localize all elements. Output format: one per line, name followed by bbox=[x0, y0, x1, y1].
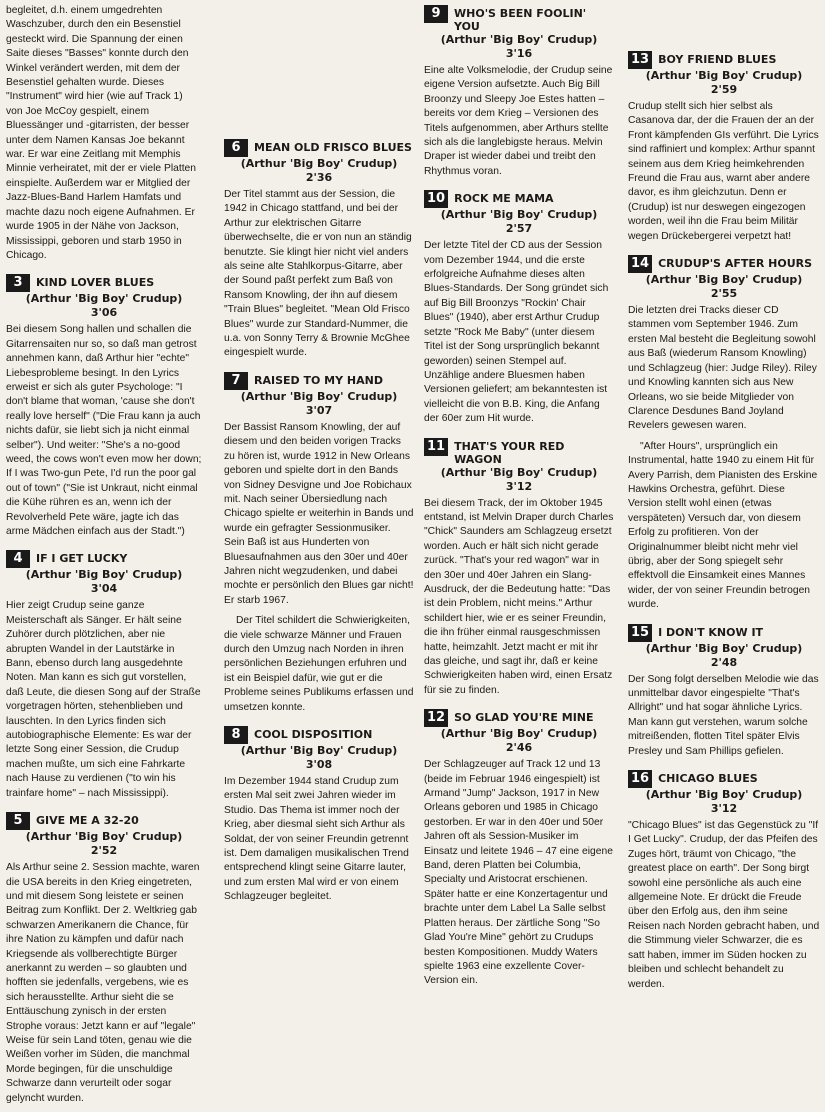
track-4 bbox=[6, 549, 202, 596]
track-title: CRUDUP'S AFTER HOURS bbox=[658, 257, 813, 271]
track-title: COOL DISPOSITION bbox=[254, 728, 373, 741]
track-13-text: Crudup stellt sich hier selbst als Casanova dar, der die Frauen der an der Front kämpfenden GIs verführt. Die Lyrics sind raffiniert und komplex: Arthur spannt seinem aus dem Krieg heimkehrenden Freund die Frau aus, warnt aber andere davor, es ihm gleichzutun. Denn er (Crudup) ist nur deswegen eingezogen worden, weil ihn die Frau beim Militär wegen Drückebergerei verpetzt hat! bbox=[628, 101, 819, 242]
track-number-badge: 9 bbox=[424, 5, 448, 23]
track-title: MEAN OLD FRISCO BLUES bbox=[254, 141, 412, 154]
track-duration: 3'12 bbox=[505, 479, 533, 493]
track-number-badge: 13 bbox=[628, 51, 652, 69]
track-14 bbox=[628, 254, 820, 301]
track-artist: (Arthur 'Big Boy' Crudup) bbox=[440, 727, 598, 741]
track-12-text: Der Schlagzeuger auf Track 12 und 13 (beide im Februar 1946 eingespielt) ist Armand "Jump" Jackson, 1917 in New Orleans geboren und 1985 in Chicago gestorben. Er war in den 40er und 50er Jahren oft als Session-Musiker im Einsatz und leitete 1946 – 47 eine eigene Band, deren Platten bei Columbia, Specialty und Aristocrat erschienen. Später hatte er eine Konzertagentur und brachte unter dem Label La Salle selbst Platten heraus. Der zärtliche Song "So Glad You're Mine" gehört zu Crudups besten Kompositionen. Muddy Waters spielte 1963 eine exzellente Cover-Version ein. bbox=[424, 759, 613, 987]
column-3 bbox=[424, 0, 614, 995]
track-number-badge: 10 bbox=[424, 190, 448, 208]
track-duration: 3'07 bbox=[305, 403, 333, 417]
track-duration: 2'55 bbox=[710, 287, 738, 301]
track-artist: (Arthur 'Big Boy' Crudup) bbox=[440, 465, 598, 479]
track-5-text: Als Arthur seine 2. Session machte, waren die USA bereits in den Krieg eingetreten, und mit diesem Song leistete er seinen Beitrag zum Konflikt. Der 2. Weltkrieg gab schwarzen Amerikanern die Chance, für ihre Nation zu kämpfen und dafür nach Kriegsende als vollberechtigte Bürger anerkannt zu werden – so glaubten und hofften sie jedenfalls, vergebens, wie es sich herausstellte. Arthur sieht die se Enttäuschung zynisch in der ersten Strophe voraus: Jetzt kann er auf "legale" Weise für sein Land töten, genau wie die Weißen vorher im Süden, die manchmal Morde begingen, für die unschuldige Schwarze dann verurteilt oder sogar gelyncht wurden. bbox=[6, 862, 200, 1104]
track-10 bbox=[424, 189, 614, 236]
track-number-badge: 7 bbox=[224, 372, 248, 390]
track-artist: (Arthur 'Big Boy' Crudup) bbox=[645, 69, 803, 82]
track-14-text-2: "After Hours", ursprünglich ein Instrumental, hatte 1940 zu einem Hit für Avery Parrish, dem Pianisten des Erskine Hawkins Orchestra, geführt. Diese Version stellt wohl einen (etwas verspäteten) Versuch dar, von diesem Erfolg zu profitieren. Von der Originalnummer bleibt nicht mehr viel übrig, aber der Song spiegelt sehr effektvoll die Einsamkeit eines Mannes wider, der von seiner Freundin betrogen wurde. bbox=[628, 440, 818, 611]
track-title: IF I GET LUCKY bbox=[36, 552, 128, 566]
track-artist: (Arthur 'Big Boy' Crudup) bbox=[25, 292, 183, 306]
track-9 bbox=[424, 4, 614, 61]
track-6 bbox=[224, 138, 414, 185]
track-artist: (Arthur 'Big Boy' Crudup) bbox=[240, 157, 398, 170]
track-11-text: Bei diesem Track, der im Oktober 1945 entstand, ist Melvin Draper durch Charles "Chick" Saunders am Schlagzeug ersetzt worden. Auch er hält sich nicht gerade zurück. "That's your red wagon" war in den 30er und 40er Jahren ein Slang-Ausdruck, der die Bedeutung hatte: "Das ist dein Problem, nicht meins." Arthur schildert hier, wie er es seiner Freundin, die ihn früher einmal rausgeschmissen hatte, heimzahlt. Jetzt macht er mit ihr das gleiche, und sagt ihr, daß er keine Schwierigkeiten haben wird, einen Ersatz für sie zu finden. bbox=[424, 497, 614, 696]
track-6-text: Der Titel stammt aus der Session, die 1942 in Chicago stattfand, und bei der Arthur zur elektrischen Gitarre überwechselte, die er von nun an ständig benutzte. Sie klingt hier nicht viel anders als seine alte Stahlkorpus-Gitarre, aber der Sound paßt perfekt zum Baß von Ransom Knowling, der ihn auf diesem "Train Blues" begleitet. "Mean Old Frisco Blues" wurde zur Standard-Nummer, die u.a. von Sonny Terry & Brownie McGhee eingespielt wurde. bbox=[224, 189, 412, 359]
track-3-text: Bei diesem Song hallen und schallen die Gitarrensaiten nur so, so daß man getrost annehmen kann, daß Arthur hier "echte" Liebesprobleme besingt. In den Lyrics erweist er sich als guter Psychologe: "I don't blame that woman, 'cause she don't really love herself" ("Die Frau kann ja auch nichts dafür, sie liebt sich ja nicht einmal selber"). Und weiter: "She's a no-good weed, the cows won't even mow her down; If I was Two-gun Pete, I'd run the poor gal out of town" ("Sie ist Unkraut, nicht einmal die Kühe rühren es an, wenn ich der Revolverheld Pete wäre, jagte ich das arme Mädchen einfach aus der Stadt.") bbox=[6, 324, 202, 537]
track-3 bbox=[6, 273, 202, 320]
track-5 bbox=[6, 811, 202, 858]
track-number-badge: 11 bbox=[424, 438, 448, 456]
track-duration: 2'48 bbox=[710, 655, 738, 669]
track-title: CHICAGO BLUES bbox=[658, 772, 758, 786]
track-duration: 3'06 bbox=[90, 306, 118, 320]
track-number-badge: 12 bbox=[424, 709, 448, 727]
track-artist: (Arthur 'Big Boy' Crudup) bbox=[25, 568, 183, 582]
track-title: WHO'S BEEN FOOLIN' YOU bbox=[454, 7, 587, 33]
track-8-text: Im Dezember 1944 stand Crudup zum ersten Mal seit zwei Jahren wieder im Studio. Das Thema ist immer noch der Krieg, aber diesmal sieht sich Arthur als Soldat, der von seiner Freundin getrennt ist. Dem damaligen musikalischen Trend entsprechend klingt seine Gitarre lauter, und zum ersten Mal wird er von einem Schlagzeuger begleitet. bbox=[224, 776, 409, 903]
track-title: SO GLAD YOU'RE MINE bbox=[454, 711, 594, 725]
track-artist: (Arthur 'Big Boy' Crudup) bbox=[240, 389, 398, 403]
track-artist: (Arthur 'Big Boy' Crudup) bbox=[440, 33, 598, 46]
track-number-badge: 16 bbox=[628, 770, 652, 788]
track-13 bbox=[628, 50, 820, 97]
track-title: I DON'T KNOW IT bbox=[658, 625, 764, 639]
track-14-text: Die letzten drei Tracks dieser CD stammen vom September 1946. Zum ersten Mal besteht die Begleitung sowohl aus Baß (wiederum Ransom Knowling) und Schlagzeug (hier: Judge Riley). Riley und Knowling kannten sich aus New Orleans, wo sie beide Mitglieder von Clarence Desdunes Band Joyland Revelers gewesen waren. bbox=[628, 305, 817, 432]
track-duration: 3'08 bbox=[305, 758, 333, 771]
track-12 bbox=[424, 708, 614, 755]
track-title: KIND LOVER BLUES bbox=[36, 276, 155, 290]
track-artist: (Arthur 'Big Boy' Crudup) bbox=[645, 788, 803, 802]
track-7-text: Der Bassist Ransom Knowling, der auf diesem und den beiden vorigen Tracks zu hören ist, wurde 1912 in New Orleans geboren und spielte dort in den Bands von Sidney Desvigne und Joe Robichaux mit. Nach seiner Übersiedlung nach Chicago spielte er weiterhin in Bands und wurde ein gefragter Sessionmusiker. Sein Baß ist aus Hunderten von Bluesaufnahmen aus den 30er und 40er Jahren nicht wegzudenken, und dabei mochte er persönlich den Blues gar nicht! Er starb 1967. bbox=[224, 421, 414, 606]
track-artist: (Arthur 'Big Boy' Crudup) bbox=[645, 641, 803, 655]
column-4 bbox=[628, 44, 820, 998]
track-title: ROCK ME MAMA bbox=[454, 192, 554, 206]
track-15 bbox=[628, 623, 820, 670]
intro-paragraph: begleitet, d.h. einem umgedrehten Waschzuber, durch den ein Besenstiel gesteckt wird. Die Spannung der einen Saite dieses "Basses" konnte durch den Winkel verändert werden, mit dem der Besenstiel gehalten wurde. Dieses "Instrument" wird hier (wie auf Track 1) von Joe McCoy gespielt, einem Bluessänger und -gitarristen, der besser unter dem Namen Kansas Joe bekannt war. Er war eine Zeitlang mit Memphis Minnie verheiratet, mit der er viele Platten einspielte. Außerdem war er Mitglied der Jazz-Blues-Band Harlem Hamfats und machte dazu noch eigene Aufnahmen. Er wurde 1905 in der Nähe von Jackson, Mississippi, geboren und starb 1950 in Chicago. bbox=[6, 5, 197, 261]
track-16-text: "Chicago Blues" ist das Gegenstück zu "If I Get Lucky". Crudup, der das Pfeifen des Zuges hört, träumt von Chicago, "the greatest place on earth". Der Song birgt sowohl eine persönliche als auch eine allgemeine Note. Er drückt die Freude über den Erfolg aus, den ihm seine Reisen nach Norden gebracht haben, und die Stimmung vieler Schwarzer, die es satt haben, immer im Süden hocken zu bleiben und schlecht behandelt zu werden. bbox=[628, 820, 820, 990]
track-artist: (Arthur 'Big Boy' Crudup) bbox=[645, 273, 803, 287]
track-number-badge: 3 bbox=[6, 274, 30, 292]
track-duration: 3'16 bbox=[505, 47, 533, 60]
track-10-text: Der letzte Titel der CD aus der Session vom Dezember 1944, und die erste erfolgreiche Aufnahme dieses alten Blues-Standards. Der Song gründet sich auf Big Bill Broonzys "Rockin' Chair Blues" (1940), aber erst Arthur Crudup setzte "Rock Me Baby" (unter diesem Titel ist der Song ursprünglich bekannt geworden) seinen Stempel auf. Unzählige andere Bluesmen haben Versionen geliefert; am bekanntesten ist vielleicht die von B.B. King, die Anfang der 60er zum Hit wurde. bbox=[424, 240, 609, 425]
track-number-badge: 4 bbox=[6, 550, 30, 568]
track-4-text: Hier zeigt Crudup seine ganze Meisterschaft als Sänger. Er hält seine Zuhörer durch plötzlichen, aber nie abrupten Wandel in der Lautstärke in Bann, ebenso durch lang ausgedehnte Noten. Man kann es sich gut vorstellen, daß Leute, die diesen Song auf der Straße vorgetragen hörten, stehenblieben und lauschten. In den Lyrics finden sich autobiographische Elemente: Es war der letzte Song einer Session, die Crudup machen mußte, um sich eine Fahrkarte nach Hause zu verdienen ("to win his trainfare home" – nach Mississippi). bbox=[6, 600, 201, 799]
track-duration: 2'52 bbox=[90, 844, 118, 858]
track-title: GIVE ME A 32-20 bbox=[36, 814, 139, 828]
track-11 bbox=[424, 437, 614, 494]
track-duration: 2'46 bbox=[505, 741, 533, 755]
track-8 bbox=[224, 725, 414, 772]
track-15-text: Der Song folgt derselben Melodie wie das unmittelbar davor eingespielte "That's Allright" und hat sogar ähnliche Lyrics. Man kann gut verstehen, warum solche mitreißenden, flotten Titel später Elvis Presley und Sam Phillips gefielen. bbox=[628, 673, 819, 757]
column-1 bbox=[6, 4, 202, 1112]
track-artist: (Arthur 'Big Boy' Crudup) bbox=[25, 830, 183, 844]
track-number-badge: 14 bbox=[628, 255, 652, 273]
track-duration: 3'12 bbox=[710, 802, 738, 816]
track-artist: (Arthur 'Big Boy' Crudup) bbox=[440, 208, 598, 222]
track-number-badge: 6 bbox=[224, 139, 248, 157]
track-number-badge: 5 bbox=[6, 812, 30, 830]
track-title: RAISED TO MY HAND bbox=[254, 373, 383, 387]
track-number-badge: 15 bbox=[628, 624, 652, 642]
track-16 bbox=[628, 769, 820, 816]
track-title: THAT'S YOUR RED WAGON bbox=[454, 439, 565, 466]
track-duration: 2'57 bbox=[505, 222, 533, 236]
track-duration: 2'36 bbox=[305, 171, 333, 184]
track-title: BOY FRIEND BLUES bbox=[658, 53, 777, 66]
track-number-badge: 8 bbox=[224, 726, 248, 744]
track-7-text-2: Der Titel schildert die Schwierigkeiten, die viele schwarze Männer und Frauen durch den Umzug nach Norden in ihren persönlichen Beziehungen erfuhren und ist ein Beispiel dafür, wie gut er die Probleme seines Publikums erfassen und umsetzen konnte. bbox=[224, 615, 414, 713]
track-duration: 3'04 bbox=[90, 582, 118, 596]
track-7 bbox=[224, 371, 414, 418]
column-2 bbox=[224, 128, 414, 911]
track-artist: (Arthur 'Big Boy' Crudup) bbox=[240, 744, 398, 757]
track-9-text: Eine alte Volksmelodie, der Crudup seine eigene Version aufsetzte. Auch Big Bill Broonzy und Sleepy Joe Estes hatten – bereits vor dem Krieg – Versionen des Titels aufgenommen, aber Arthurs stellte sich als die langlebigste heraus. Melvin Draper ist wieder dabei und treibt den Rhythmus voran. bbox=[424, 65, 613, 177]
track-duration: 2'59 bbox=[710, 83, 738, 96]
